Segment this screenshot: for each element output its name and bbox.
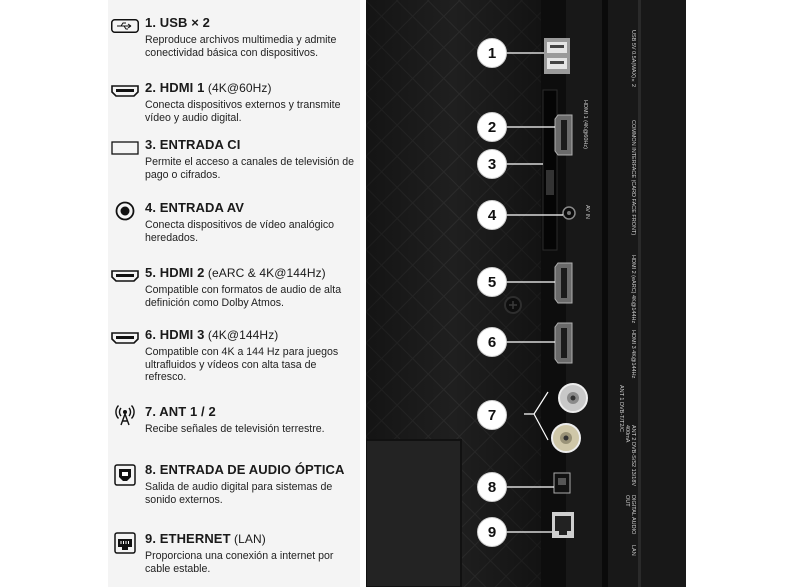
hdmi-icon — [111, 268, 139, 284]
port-entry-hdmi-2 — [108, 265, 360, 315]
port-spec: (eARC & 4K@144Hz) — [204, 266, 326, 280]
tv-rear-panel-photo — [366, 0, 686, 587]
hdmi-icon — [111, 330, 139, 346]
port-spec: (4K@60Hz) — [204, 81, 272, 95]
port-title: 6. HDMI 3 (4K@144Hz) — [145, 327, 279, 342]
port-description: Salida de audio digital para sistemas de sonido externos. — [145, 481, 333, 506]
port-title: 1. USB × 2 — [145, 15, 210, 30]
port-entry-hdmi-1 — [108, 80, 360, 130]
callout-5: 5 — [477, 267, 507, 297]
av-jack-icon — [111, 203, 139, 219]
antenna-icon — [111, 404, 139, 426]
port-description: Recibe señales de televisión terrestre. — [145, 423, 325, 435]
port-description: Compatible con 4K a 144 Hz para juegos ultrafluidos y vídeos con alta tasa de refresco. — [145, 346, 339, 384]
usb-icon — [111, 18, 139, 34]
optical-panel-label: DIGITAL AUDIO OUT — [624, 495, 636, 535]
callout-7: 7 — [477, 400, 507, 430]
callout-4: 4 — [477, 200, 507, 230]
port-entry-ethernet — [108, 531, 360, 581]
hdmi2-panel-label: HDMI 2 (eARC) 4K@144Hz — [630, 255, 636, 324]
port-entry-av — [108, 200, 360, 250]
usb-panel-label: USB 5V 0.5A(MAX)×2 — [630, 30, 636, 88]
callout-6: 6 — [477, 327, 507, 357]
port-spec: (4K@144Hz) — [204, 328, 279, 342]
port-description: Proporciona una conexión a internet por cable estable. — [145, 550, 334, 575]
port-title: 4. ENTRADA AV — [145, 200, 245, 215]
port-entry-antenna — [108, 404, 360, 444]
port-title: 5. HDMI 2 (eARC & 4K@144Hz) — [145, 265, 326, 280]
callout-8: 8 — [477, 472, 507, 502]
port-entry-hdmi-3 — [108, 327, 360, 387]
port-spec: (LAN) — [230, 532, 266, 546]
tv-rear-panel-drawing — [366, 0, 686, 587]
hdmi3-panel-label: HDMI 3 4K@144Hz — [630, 330, 636, 379]
callout-1: 1 — [477, 38, 507, 68]
optical-audio-icon — [111, 464, 139, 486]
callout-3: 3 — [477, 149, 507, 179]
port-description: Compatible con formatos de audio de alta definición como Dolby Atmos. — [145, 284, 342, 309]
port-title: 2. HDMI 1 (4K@60Hz) — [145, 80, 272, 95]
hdmi1-panel-label: HDMI 1 (4K@60Hz) — [582, 100, 588, 149]
port-title: 7. ANT 1 / 2 — [145, 404, 216, 419]
callout-2: 2 — [477, 112, 507, 142]
port-description: Conecta dispositivos externos y transmite vídeo y audio digital. — [145, 99, 341, 124]
port-title: 8. ENTRADA DE AUDIO ÓPTICA — [145, 462, 345, 477]
port-description: Permite el acceso a canales de televisión de pago o cifrados. — [145, 156, 355, 181]
port-description: Reproduce archivos multimedia y admite conectividad básica con dispositivos. — [145, 34, 337, 59]
port-title: 9. ETHERNET (LAN) — [145, 531, 266, 546]
port-entry-ci — [108, 137, 360, 187]
ci-panel-label: COMMON INTERFACE (CARD FACE FRONT) — [630, 120, 636, 236]
ant2-panel-label: ANT 2 DVB-S/S2 13/18V 400mA — [624, 425, 636, 487]
hdmi-icon — [111, 83, 139, 99]
port-title: 3. ENTRADA CI — [145, 137, 241, 152]
av-panel-label: AV IN — [584, 205, 590, 219]
lan-panel-label: LAN — [630, 545, 636, 556]
ci-slot-icon — [111, 140, 139, 156]
ethernet-icon — [111, 532, 139, 554]
panel-label-column — [612, 0, 636, 587]
port-entry-optical — [108, 462, 360, 512]
port-entry-usb — [108, 15, 360, 65]
ant1-panel-label: ANT 1 DVB-T/T2/C — [618, 385, 624, 432]
port-description: Conecta dispositivos de vídeo analógico heredados. — [145, 219, 335, 244]
callout-9: 9 — [477, 517, 507, 547]
